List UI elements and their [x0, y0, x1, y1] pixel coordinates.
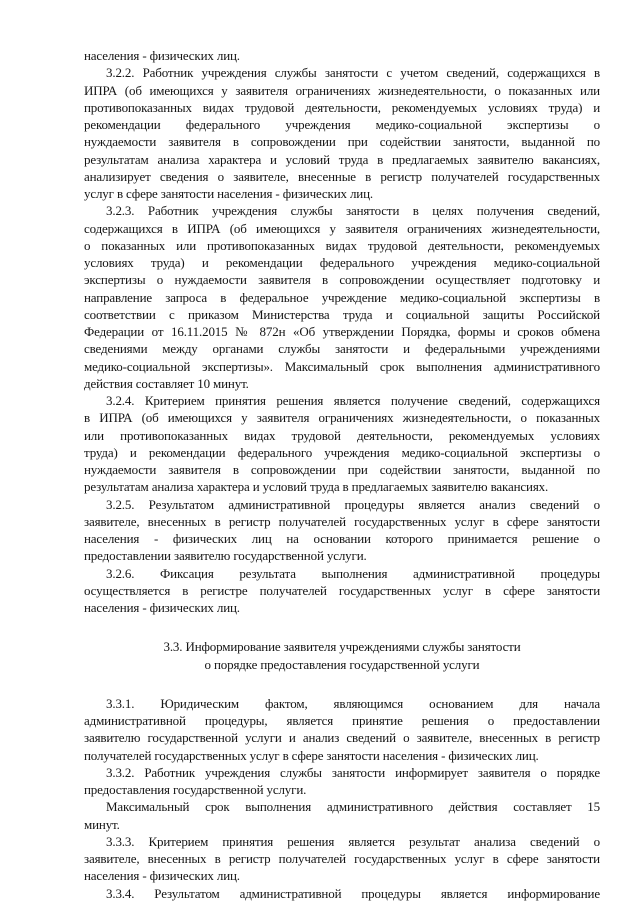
text-line: содержащихся в ИПРА (об имеющихся у заявителя ограничениях жизнедеятельности,	[84, 220, 600, 236]
paragraph-3-3-1	[84, 695, 600, 764]
text-line: осуществляется в регистре получателей государственных услуг в сфере занятости	[84, 582, 600, 598]
text-line: соответствии с приказом Министерства труда и социальной защиты Российской	[84, 306, 600, 322]
text-line: получателей государственных услуг в сфере занятости населения - физических лиц.	[84, 747, 539, 763]
text-line: 3.3.3. Критерием принятия решения является результат анализа сведений о	[106, 833, 600, 849]
text-line: нуждаемости заявителя в сопровождении при содействии занятости, выданной по	[84, 462, 600, 477]
text-line: 3.2.5. Результатом административной процедуры является анализ сведений о	[106, 496, 600, 512]
text-line: противопоказанных видах трудовой деятельности, рекомендуемых условиях труда) и	[84, 99, 600, 115]
text-line: населения - физических лиц.	[84, 868, 240, 884]
text-line: рекомендации федерального учреждения медико-социальной экспертизы о	[84, 117, 600, 132]
section-spacer	[84, 673, 600, 695]
text-line: нуждаемости заявителя в сопровождении при содействии занятости, выданной по	[84, 134, 600, 150]
paragraph-3-2-6	[84, 565, 600, 617]
text-line: заявителе, внесенных в регистр получателей государственных услуг в сфере занятости	[84, 851, 600, 866]
paragraph-3-3-2	[84, 764, 600, 799]
text-line: труда) и рекомендации федерального учреждения медико-социальной экспертизы о	[84, 444, 600, 460]
section-heading-3-3	[84, 638, 600, 673]
text-line: 3.3.2. Работник учреждения службы занятости информирует заявителя о порядке	[106, 764, 600, 780]
text-line: населения - физических лиц на основании которого принимается решение о	[84, 531, 600, 546]
text-line: направление запроса в федеральное учреждение медико-социальной экспертизы в	[84, 289, 600, 305]
text-line: административной процедуры, является принятие решения о предоставлении	[84, 713, 600, 728]
text-line: анализирует сведения о заявителе, внесенные в регистр получателей государственных	[84, 168, 600, 184]
text-line: условиях труда) и рекомендации федерального учреждения медико-социальной	[84, 255, 600, 270]
text-line: населения - физических лиц.	[84, 48, 240, 63]
section-spacer	[84, 616, 600, 638]
text-line: заявителю государственной услуги и анализ сведений о заявителе, внесенных в регистр	[84, 730, 600, 746]
text-line: предоставления государственной услуги.	[84, 782, 307, 797]
text-line: населения - физических лиц.	[84, 600, 240, 615]
paragraph-3-2-4	[84, 392, 600, 496]
text-line: медико-социальной экспертизы». Максимальный срок выполнения административного	[84, 358, 600, 374]
text-line: о показанных или противопоказанных видах трудовой деятельности, рекомендуемых	[84, 237, 600, 253]
paragraph-3-2-3	[84, 202, 600, 392]
text-line: ИПРА (об имеющихся у заявителя ограничениях жизнедеятельности, о показанных или	[84, 82, 600, 98]
paragraph-3-3-3	[84, 833, 600, 885]
text-line: действия составляет 10 минут.	[84, 375, 249, 391]
heading-line: 3.3. Информирование заявителя учреждениями службы занятости	[163, 639, 521, 655]
text-line: Максимальный срок выполнения административного действия составляет 15	[106, 799, 600, 815]
text-line: результатам анализа характера и условий труда в предлагаемых заявителю вакансиях.	[84, 479, 549, 495]
text-line: или противопоказанных видах трудовой деятельности, рекомендуемых условиях	[84, 427, 600, 443]
paragraph-3-2-5	[84, 496, 600, 565]
text-line: предоставлении заявителю государственной услуги.	[84, 548, 367, 564]
text-line: 3.3.4. Результатом административной процедуры является информирование	[106, 885, 600, 901]
text-line: Федерации от 16.11.2015 № 872н «Об утверждении Порядка, формы и сроков обмена	[84, 324, 600, 339]
text-line: минут.	[84, 816, 120, 832]
text-line: результатам анализа характера и условий труда в предлагаемых заявителю вакансиях,	[84, 151, 600, 167]
text-line: 3.2.4. Критерием принятия решения является получение сведений, содержащихся	[106, 393, 600, 408]
text-line: сведениями между органами службы занятости и федеральными учреждениями	[84, 341, 600, 357]
paragraph-3-2-2	[84, 64, 600, 202]
text-line: 3.2.6. Фиксация результата выполнения административной процедуры	[106, 565, 600, 581]
text-line: в ИПРА (об имеющихся у заявителя ограничениях жизнедеятельности, о показанных	[84, 410, 600, 426]
paragraph-3-3-4	[84, 885, 600, 902]
paragraph-3-3-2-time	[84, 798, 600, 833]
text-line: экспертизы о нуждаемости заявителя в сопровождении осуществляет подготовку и	[84, 272, 600, 288]
text-line: 3.2.3. Работник учреждения службы занятости в целях получения сведений,	[106, 203, 600, 219]
text-line: услуг в сфере занятости населения - физических лиц.	[84, 186, 374, 201]
text-line: 3.2.2. Работник учреждения службы занятости с учетом сведений, содержащихся в	[106, 65, 600, 81]
heading-line: о порядке предоставления государственной услуги	[204, 656, 480, 672]
document-body	[84, 47, 600, 902]
text-line: 3.3.1. Юридическим фактом, являющимся основанием для начала	[106, 695, 600, 711]
text-line: заявителе, внесенных в регистр получателей государственных услуг в сфере занятости	[84, 513, 600, 529]
